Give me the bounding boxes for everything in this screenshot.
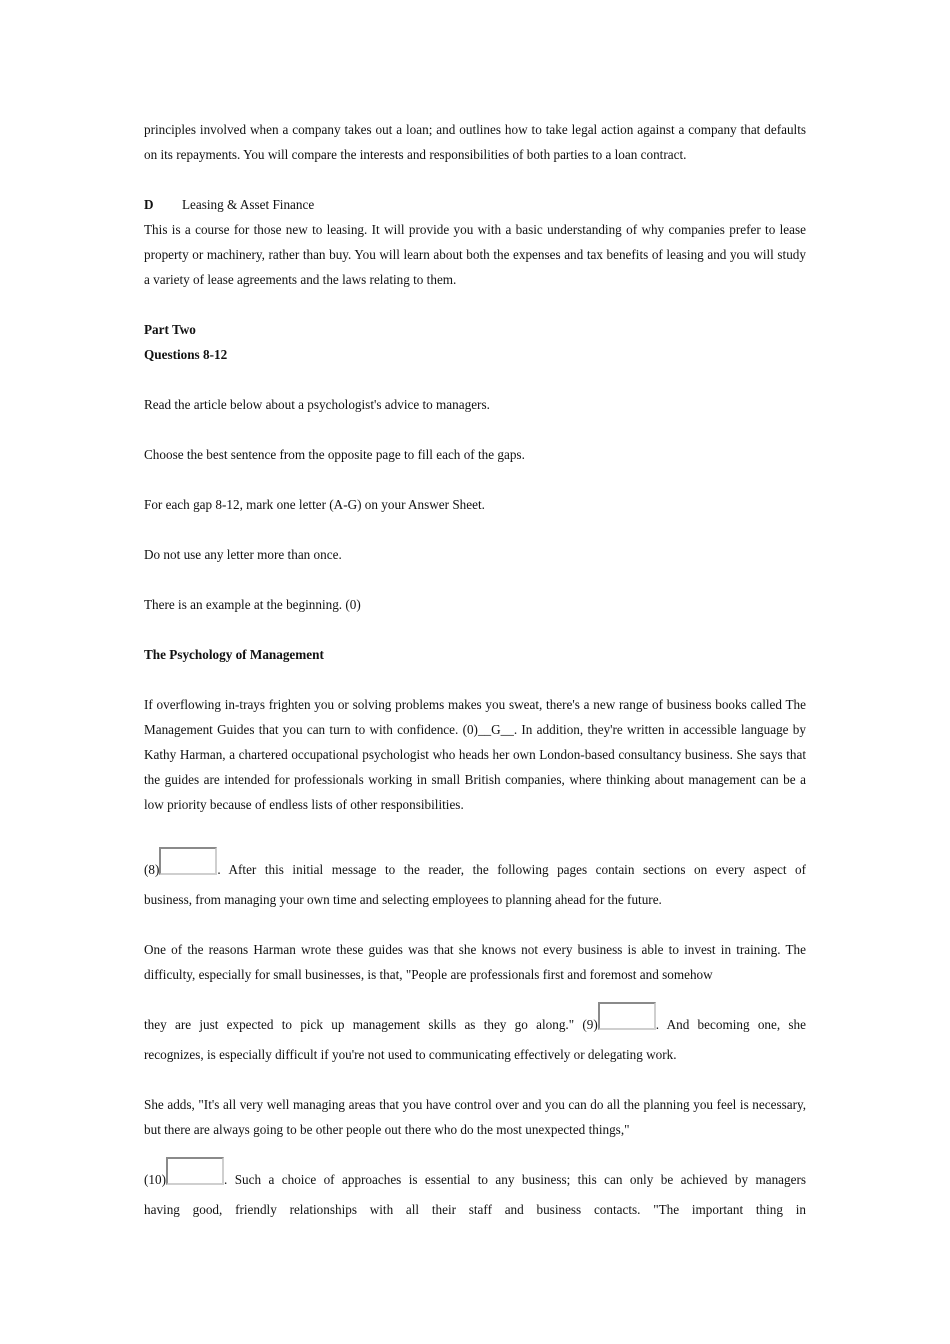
intro-paragraph: principles involved when a company takes out a loan; and outlines how to take legal action against a company that defaults on its repayments. You will compare the interests and responsibilities of both parties to a loan contract.: [144, 122, 806, 162]
gap-8-answer-box[interactable]: [159, 847, 217, 875]
gap-9-answer-box[interactable]: [598, 1002, 656, 1030]
section-title: Leasing & Asset Finance: [182, 197, 315, 212]
gap-10-line: [144, 1157, 806, 1192]
gap-10-answer-box[interactable]: [166, 1157, 224, 1185]
gap-8-after: . After this initial message to the reader, the following pages contain sections on every aspect of: [217, 862, 806, 877]
gap-9-after: . And becoming one, she: [655, 1017, 806, 1032]
gap-9-label: (9): [582, 1017, 598, 1032]
instruction-mark: For each gap 8-12, mark one letter (A-G) on your Answer Sheet.: [144, 497, 485, 512]
gap-9-line: [144, 1002, 806, 1037]
instruction-read: Read the article below about a psychologist's advice to managers.: [144, 397, 490, 412]
part-title: Part Two: [144, 322, 196, 337]
gap-10-after: . Such a choice of approaches is essential to any business; this can only be achieved by managers: [223, 1172, 806, 1187]
gap-8-line: [144, 847, 806, 882]
instruction-choose: Choose the best sentence from the opposite page to fill each of the gaps.: [144, 447, 525, 462]
document-page: [144, 117, 806, 1222]
instruction-once: Do not use any letter more than once.: [144, 547, 342, 562]
section-d-body: This is a course for those new to leasing. It will provide you with a basic understanding of why companies prefer to lease property or machinery, rather than buy. You will learn about both the expenses and tax benefits of leasing and you will study a variety of lease agreements and the laws relating to them.: [144, 222, 806, 287]
gap-10-rest: having good, friendly relationships with all their staff and business contacts. "The important thing in: [144, 1202, 806, 1217]
section-letter: D: [144, 197, 154, 212]
article-paragraph-3-start: One of the reasons Harman wrote these guides was that she knows not every business is able to invest in training. The difficulty, especially for small businesses, is that, "People are professionals first and foremost and somehow: [144, 942, 806, 982]
article-title: The Psychology of Management: [144, 647, 324, 662]
section-d-heading: [144, 192, 806, 217]
gap-9-before: they are just expected to pick up management skills as they go along.": [144, 1017, 583, 1032]
gap-9-rest: recognizes, is especially difficult if you're not used to communicating effectively or delegating work.: [144, 1047, 677, 1062]
questions-range: Questions 8-12: [144, 347, 228, 362]
article-paragraph-4-start: She adds, "It's all very well managing areas that you have control over and you can do all the planning you feel is necessary, but there are always going to be other people out there who do the most unexpected things,": [144, 1097, 806, 1137]
article-paragraph-1: If overflowing in-trays frighten you or solving problems makes you sweat, there's a new range of business books called The Management Guides that you can turn to with confidence. (0)__G__. In addition, they're written in accessible language by Kathy Harman, a chartered occupational psychologist who heads her own London-based consultancy business. She says that the guides are intended for professionals working in small British companies, where thinking about management can be a low priority because of endless lists of other responsibilities.: [144, 697, 806, 812]
gap-8-label: (8): [144, 862, 160, 877]
instruction-example: There is an example at the beginning. (0): [144, 597, 361, 612]
gap-10-label: (10): [144, 1172, 166, 1187]
gap-8-rest: business, from managing your own time and selecting employees to planning ahead for the future.: [144, 892, 662, 907]
